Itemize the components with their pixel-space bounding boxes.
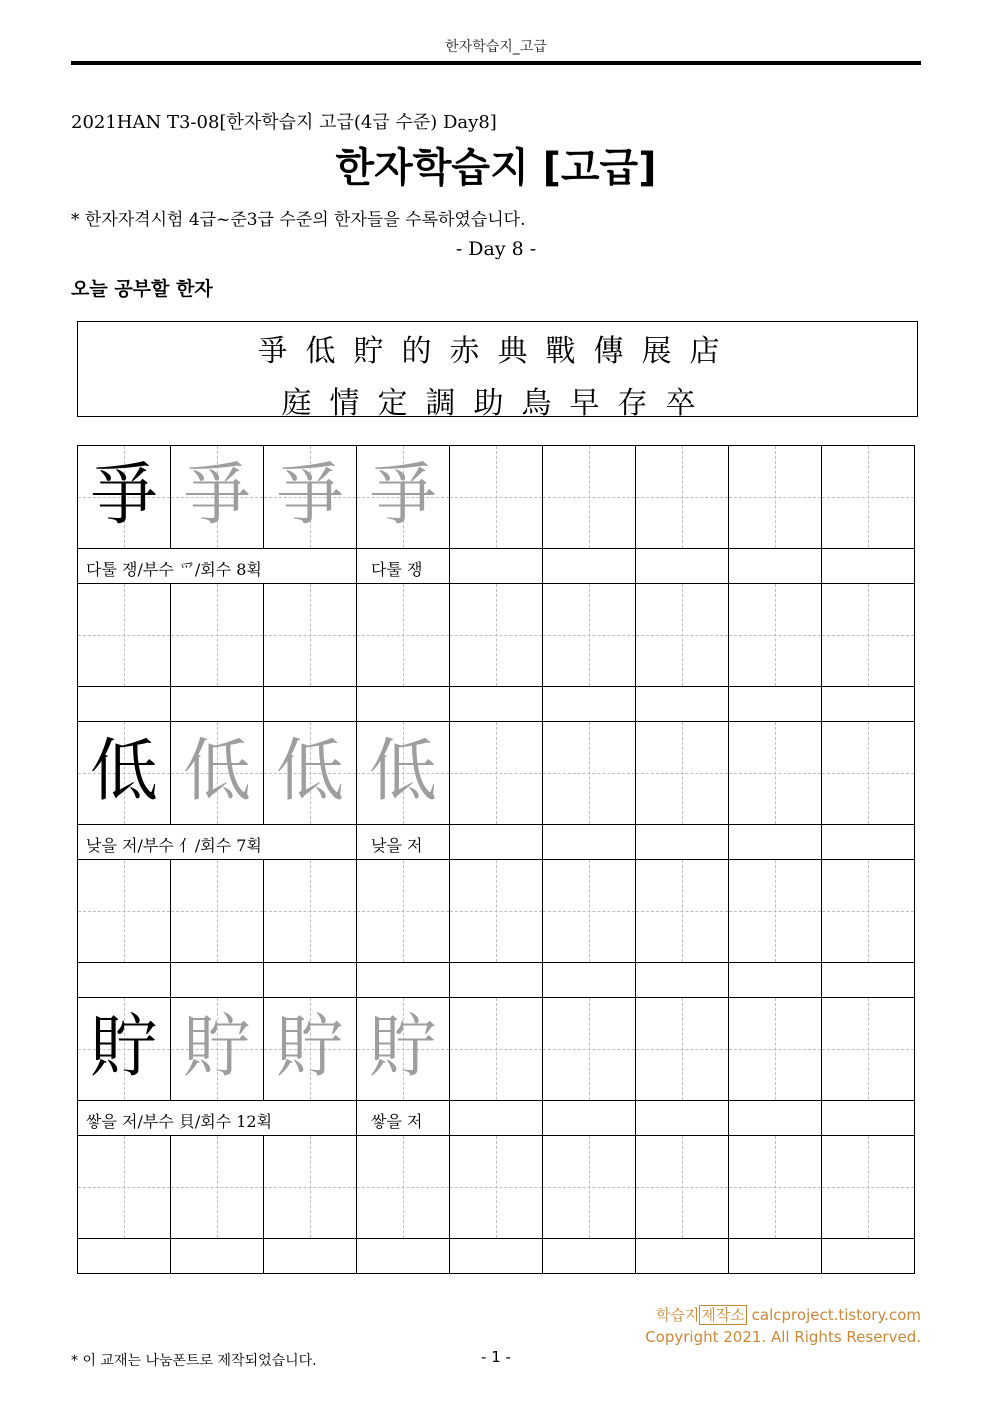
trace-cell[interactable]: [171, 998, 264, 1101]
running-header: 한자학습지_고급: [445, 39, 547, 55]
model-glyph: 貯: [89, 1008, 158, 1087]
writing-cell[interactable]: [357, 1136, 450, 1239]
reading-blank-cell[interactable]: [357, 1239, 450, 1274]
credit-url[interactable]: calcproject.tistory.com: [746, 1306, 921, 1324]
trace-glyph: 貯: [368, 1008, 437, 1087]
model-glyph: 低: [89, 732, 158, 811]
writing-cell[interactable]: [729, 860, 822, 963]
reading-blank-cell[interactable]: [822, 687, 915, 722]
writing-cell[interactable]: [636, 1136, 729, 1239]
header-rule: [71, 61, 921, 65]
practice-row-meta: [78, 1101, 915, 1136]
reading-blank-cell[interactable]: [822, 1101, 915, 1136]
trace-cell[interactable]: [357, 998, 450, 1101]
writing-cell[interactable]: [264, 860, 357, 963]
trace-glyph: 低: [182, 732, 251, 811]
writing-cell[interactable]: [636, 584, 729, 687]
writing-cell[interactable]: [636, 860, 729, 963]
practice-grid: [77, 445, 915, 1274]
today-characters-box: [77, 321, 918, 421]
writing-cell[interactable]: [822, 446, 915, 549]
trace-glyph: 貯: [275, 1008, 344, 1087]
reading-blank-cell[interactable]: [543, 963, 636, 998]
writing-cell[interactable]: [729, 446, 822, 549]
trace-cell[interactable]: [357, 446, 450, 549]
page-title: 한자학습지 [고급]: [335, 145, 657, 191]
writing-cell[interactable]: [729, 1136, 822, 1239]
font-note: * 이 교재는 나눔폰트로 제작되었습니다.: [71, 1353, 317, 1369]
writing-cell[interactable]: [450, 584, 543, 687]
writing-cell[interactable]: [357, 584, 450, 687]
practice-row-glyphs: [78, 446, 915, 549]
trace-glyph: 爭: [368, 456, 437, 535]
reading-blank-cell[interactable]: [636, 687, 729, 722]
char-info: 다툴 쟁/부수 爫/회수 8획: [86, 560, 262, 579]
reading-blank-cell[interactable]: [729, 825, 822, 860]
model-cell: [78, 446, 171, 549]
writing-cell[interactable]: [543, 446, 636, 549]
practice-row-meta: [78, 825, 915, 860]
trace-glyph: 爭: [275, 456, 344, 535]
writing-cell[interactable]: [450, 722, 543, 825]
credit-line: [656, 1304, 921, 1325]
reading-blank-cell[interactable]: [729, 1239, 822, 1274]
reading-blank-cell[interactable]: [636, 549, 729, 584]
writing-cell[interactable]: [78, 1136, 171, 1239]
today-characters-line-2: 庭情定調助鳥早存卒: [281, 386, 714, 421]
practice-row-blank: [78, 1239, 915, 1274]
reading-blank-cell[interactable]: [357, 687, 450, 722]
writing-cell[interactable]: [450, 998, 543, 1101]
reading-blank-cell[interactable]: [78, 1239, 171, 1274]
writing-cell[interactable]: [636, 722, 729, 825]
reading-cell: [357, 549, 450, 584]
trace-cell[interactable]: [264, 722, 357, 825]
reading-blank-cell[interactable]: [543, 687, 636, 722]
char-info-cell: [78, 825, 357, 860]
writing-cell[interactable]: [822, 998, 915, 1101]
reading-blank-cell[interactable]: [171, 963, 264, 998]
reading-blank-cell[interactable]: [822, 963, 915, 998]
reading-cell: [357, 825, 450, 860]
reading-blank-cell[interactable]: [729, 963, 822, 998]
reading-blank-cell[interactable]: [264, 1239, 357, 1274]
writing-cell[interactable]: [729, 584, 822, 687]
writing-cell[interactable]: [450, 860, 543, 963]
writing-cell[interactable]: [171, 860, 264, 963]
reading-blank-cell[interactable]: [822, 1239, 915, 1274]
reading-blank-cell[interactable]: [636, 825, 729, 860]
writing-cell[interactable]: [171, 1136, 264, 1239]
char-info: 쌓을 저/부수 貝/회수 12획: [86, 1112, 273, 1131]
reading-blank-cell[interactable]: [636, 1101, 729, 1136]
reading-blank-cell[interactable]: [729, 687, 822, 722]
writing-cell[interactable]: [171, 584, 264, 687]
practice-row-empty: [78, 1136, 915, 1239]
today-characters-line-1: 爭低貯的赤典戰傳展店: [257, 334, 738, 369]
trace-cell[interactable]: [264, 446, 357, 549]
practice-row-empty: [78, 584, 915, 687]
reading-blank-cell[interactable]: [450, 1101, 543, 1136]
reading-blank-cell[interactable]: [729, 1101, 822, 1136]
trace-glyph: 爭: [182, 456, 251, 535]
writing-cell[interactable]: [729, 998, 822, 1101]
writing-cell[interactable]: [264, 584, 357, 687]
day-label: - Day 8 -: [455, 238, 537, 260]
char-info: 낮을 저/부수 亻/회수 7획: [86, 836, 262, 855]
writing-cell[interactable]: [78, 584, 171, 687]
reading-blank-cell[interactable]: [729, 549, 822, 584]
reading-blank-cell[interactable]: [822, 825, 915, 860]
writing-cell[interactable]: [543, 1136, 636, 1239]
reading-blank-cell[interactable]: [450, 1239, 543, 1274]
practice-row-empty: [78, 860, 915, 963]
reading-blank-cell[interactable]: [264, 963, 357, 998]
practice-row-glyphs: [78, 998, 915, 1101]
reading-blank-cell[interactable]: [357, 963, 450, 998]
writing-cell[interactable]: [543, 722, 636, 825]
reading-blank-cell[interactable]: [636, 1239, 729, 1274]
level-note: * 한자자격시험 4급~준3급 수준의 한자들을 수록하였습니다.: [71, 210, 526, 230]
model-cell: [78, 998, 171, 1101]
writing-cell[interactable]: [264, 1136, 357, 1239]
practice-row-glyphs: [78, 722, 915, 825]
writing-cell[interactable]: [636, 998, 729, 1101]
char-reading: 낮을 저: [371, 836, 423, 855]
writing-cell[interactable]: [357, 860, 450, 963]
char-info-cell: [78, 549, 357, 584]
reading-blank-cell[interactable]: [543, 549, 636, 584]
writing-cell[interactable]: [543, 584, 636, 687]
reading-cell: [357, 1101, 450, 1136]
document-code: 2021HAN T3-08[한자학습지 고급(4급 수준) Day8]: [71, 112, 497, 133]
credit-boxed: 제작소: [701, 1306, 745, 1324]
trace-cell[interactable]: [264, 998, 357, 1101]
credit-prefix: 학습지: [655, 1306, 700, 1324]
char-info-cell: [78, 1101, 357, 1136]
model-glyph: 爭: [89, 456, 158, 535]
reading-blank-cell[interactable]: [543, 825, 636, 860]
reading-blank-cell[interactable]: [450, 825, 543, 860]
reading-blank-cell[interactable]: [450, 687, 543, 722]
writing-cell[interactable]: [636, 446, 729, 549]
writing-cell[interactable]: [822, 1136, 915, 1239]
model-cell: [78, 722, 171, 825]
trace-cell[interactable]: [171, 446, 264, 549]
practice-row-blank: [78, 687, 915, 722]
reading-blank-cell[interactable]: [78, 963, 171, 998]
reading-blank-cell[interactable]: [171, 687, 264, 722]
reading-blank-cell[interactable]: [171, 1239, 264, 1274]
char-reading: 쌓을 저: [371, 1112, 423, 1131]
reading-blank-cell[interactable]: [822, 549, 915, 584]
writing-cell[interactable]: [822, 860, 915, 963]
writing-cell[interactable]: [450, 446, 543, 549]
reading-blank-cell[interactable]: [78, 687, 171, 722]
writing-cell[interactable]: [450, 1136, 543, 1239]
reading-blank-cell[interactable]: [450, 963, 543, 998]
page-number: - 1 -: [481, 1348, 511, 1366]
trace-cell[interactable]: [357, 722, 450, 825]
writing-cell[interactable]: [822, 722, 915, 825]
practice-row-meta: [78, 549, 915, 584]
char-reading: 다툴 쟁: [371, 560, 423, 579]
reading-blank-cell[interactable]: [450, 549, 543, 584]
reading-blank-cell[interactable]: [543, 1239, 636, 1274]
reading-blank-cell[interactable]: [543, 1101, 636, 1136]
practice-row-blank: [78, 963, 915, 998]
copyright: Copyright 2021. All Rights Reserved.: [645, 1328, 921, 1346]
today-section-label: 오늘 공부할 한자: [71, 278, 213, 300]
writing-cell[interactable]: [543, 998, 636, 1101]
reading-blank-cell[interactable]: [264, 687, 357, 722]
trace-cell[interactable]: [171, 722, 264, 825]
trace-glyph: 貯: [182, 1008, 251, 1087]
writing-cell[interactable]: [822, 584, 915, 687]
writing-cell[interactable]: [543, 860, 636, 963]
trace-glyph: 低: [275, 732, 344, 811]
writing-cell[interactable]: [78, 860, 171, 963]
trace-glyph: 低: [368, 732, 437, 811]
writing-cell[interactable]: [729, 722, 822, 825]
reading-blank-cell[interactable]: [636, 963, 729, 998]
